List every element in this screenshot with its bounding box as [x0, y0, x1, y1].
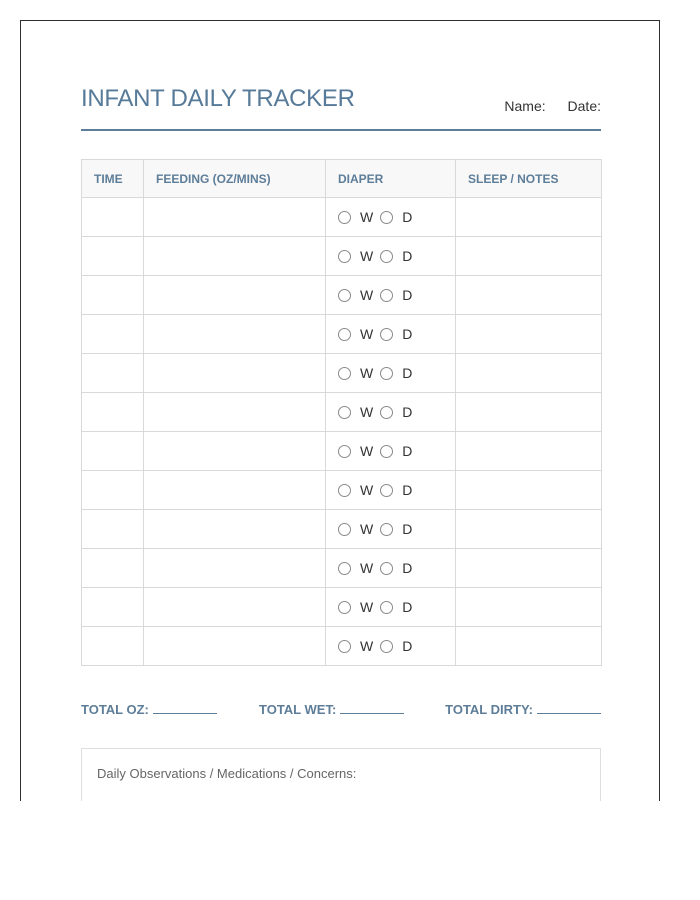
- dirty-label: D: [402, 443, 413, 459]
- dirty-label: D: [402, 521, 413, 537]
- sleep-notes-cell[interactable]: [456, 510, 602, 549]
- sleep-notes-cell[interactable]: [456, 315, 602, 354]
- wet-label: W: [360, 638, 374, 654]
- sleep-notes-cell[interactable]: [456, 276, 602, 315]
- table-row: [82, 471, 602, 510]
- diaper-cell: [326, 315, 456, 354]
- table-row: [82, 315, 602, 354]
- name-date-fields: [504, 98, 601, 114]
- wet-label: W: [360, 209, 374, 225]
- page-title: INFANT DAILY TRACKER: [81, 85, 355, 112]
- dirty-radio[interactable]: [380, 601, 393, 614]
- wet-label: W: [360, 326, 374, 342]
- dirty-radio[interactable]: [380, 406, 393, 419]
- time-cell[interactable]: [82, 510, 144, 549]
- time-cell[interactable]: [82, 432, 144, 471]
- table-row: [82, 510, 602, 549]
- time-cell[interactable]: [82, 198, 144, 237]
- wet-label: W: [360, 560, 374, 576]
- page-header: [81, 85, 601, 131]
- time-cell[interactable]: [82, 354, 144, 393]
- wet-label: W: [360, 248, 374, 264]
- diaper-cell: [326, 471, 456, 510]
- diaper-cell: [326, 354, 456, 393]
- wet-radio[interactable]: [338, 250, 351, 263]
- dirty-radio[interactable]: [380, 367, 393, 380]
- wet-radio[interactable]: [338, 406, 351, 419]
- feeding-cell[interactable]: [144, 276, 326, 315]
- table-row: [82, 276, 602, 315]
- dirty-radio[interactable]: [380, 562, 393, 575]
- sleep-notes-cell[interactable]: [456, 198, 602, 237]
- feeding-cell[interactable]: [144, 471, 326, 510]
- wet-radio[interactable]: [338, 445, 351, 458]
- diaper-cell: [326, 627, 456, 666]
- column-header-sleep-notes: SLEEP / NOTES: [456, 160, 602, 198]
- total-dirty-label: TOTAL DIRTY:: [445, 702, 533, 717]
- total-oz-blank[interactable]: [153, 701, 217, 714]
- wet-radio[interactable]: [338, 289, 351, 302]
- diaper-cell: [326, 198, 456, 237]
- dirty-radio[interactable]: [380, 211, 393, 224]
- feeding-cell[interactable]: [144, 549, 326, 588]
- dirty-radio[interactable]: [380, 523, 393, 536]
- total-wet: [259, 701, 404, 717]
- wet-radio[interactable]: [338, 484, 351, 497]
- dirty-label: D: [402, 365, 413, 381]
- feeding-cell[interactable]: [144, 432, 326, 471]
- diaper-cell: [326, 432, 456, 471]
- observations-box[interactable]: [81, 748, 601, 801]
- dirty-label: D: [402, 638, 413, 654]
- wet-radio[interactable]: [338, 211, 351, 224]
- column-header-diaper: DIAPER: [326, 160, 456, 198]
- wet-radio[interactable]: [338, 328, 351, 341]
- sleep-notes-cell[interactable]: [456, 588, 602, 627]
- sleep-notes-cell[interactable]: [456, 393, 602, 432]
- tracker-body: [82, 198, 602, 666]
- table-row: [82, 588, 602, 627]
- diaper-cell: [326, 393, 456, 432]
- wet-label: W: [360, 599, 374, 615]
- time-cell[interactable]: [82, 276, 144, 315]
- dirty-label: D: [402, 209, 413, 225]
- time-cell[interactable]: [82, 549, 144, 588]
- dirty-radio[interactable]: [380, 640, 393, 653]
- column-header-time: TIME: [82, 160, 144, 198]
- feeding-cell[interactable]: [144, 588, 326, 627]
- tracker-page: [20, 20, 660, 801]
- feeding-cell[interactable]: [144, 354, 326, 393]
- feeding-cell[interactable]: [144, 315, 326, 354]
- wet-label: W: [360, 443, 374, 459]
- observations-label: Daily Observations / Medications / Concerns:: [97, 766, 357, 781]
- name-label: Name:: [504, 98, 546, 114]
- wet-label: W: [360, 404, 374, 420]
- dirty-label: D: [402, 560, 413, 576]
- table-row: [82, 198, 602, 237]
- dirty-label: D: [402, 599, 413, 615]
- sleep-notes-cell[interactable]: [456, 432, 602, 471]
- sleep-notes-cell[interactable]: [456, 237, 602, 276]
- table-row: [82, 432, 602, 471]
- dirty-radio[interactable]: [380, 328, 393, 341]
- dirty-radio[interactable]: [380, 445, 393, 458]
- totals-row: [81, 701, 601, 721]
- table-header-row: [82, 160, 602, 198]
- diaper-cell: [326, 549, 456, 588]
- time-cell[interactable]: [82, 315, 144, 354]
- dirty-label: D: [402, 326, 413, 342]
- dirty-label: D: [402, 248, 413, 264]
- sleep-notes-cell[interactable]: [456, 471, 602, 510]
- feeding-cell[interactable]: [144, 198, 326, 237]
- time-cell[interactable]: [82, 471, 144, 510]
- wet-radio[interactable]: [338, 367, 351, 380]
- date-label: Date:: [567, 98, 601, 114]
- wet-radio[interactable]: [338, 523, 351, 536]
- dirty-radio[interactable]: [380, 250, 393, 263]
- wet-radio[interactable]: [338, 601, 351, 614]
- diaper-cell: [326, 588, 456, 627]
- time-cell[interactable]: [82, 393, 144, 432]
- dirty-radio[interactable]: [380, 289, 393, 302]
- diaper-cell: [326, 510, 456, 549]
- tracker-table: [81, 159, 602, 666]
- feeding-cell[interactable]: [144, 393, 326, 432]
- wet-radio[interactable]: [338, 562, 351, 575]
- wet-label: W: [360, 482, 374, 498]
- dirty-label: D: [402, 287, 413, 303]
- column-header-feeding: FEEDING (OZ/MINS): [144, 160, 326, 198]
- sleep-notes-cell[interactable]: [456, 549, 602, 588]
- feeding-cell[interactable]: [144, 627, 326, 666]
- diaper-cell: [326, 237, 456, 276]
- table-row: [82, 237, 602, 276]
- time-cell[interactable]: [82, 588, 144, 627]
- dirty-label: D: [402, 482, 413, 498]
- time-cell[interactable]: [82, 237, 144, 276]
- time-cell[interactable]: [82, 627, 144, 666]
- wet-radio[interactable]: [338, 640, 351, 653]
- wet-label: W: [360, 287, 374, 303]
- feeding-cell[interactable]: [144, 237, 326, 276]
- total-wet-label: TOTAL WET:: [259, 702, 337, 717]
- feeding-cell[interactable]: [144, 510, 326, 549]
- wet-label: W: [360, 365, 374, 381]
- dirty-label: D: [402, 404, 413, 420]
- total-oz: [81, 701, 217, 717]
- table-row: [82, 627, 602, 666]
- table-row: [82, 354, 602, 393]
- diaper-cell: [326, 276, 456, 315]
- total-dirty: [445, 701, 601, 717]
- total-wet-blank[interactable]: [340, 701, 404, 714]
- sleep-notes-cell[interactable]: [456, 627, 602, 666]
- table-row: [82, 393, 602, 432]
- sleep-notes-cell[interactable]: [456, 354, 602, 393]
- table-row: [82, 549, 602, 588]
- dirty-radio[interactable]: [380, 484, 393, 497]
- total-oz-label: TOTAL OZ:: [81, 702, 149, 717]
- wet-label: W: [360, 521, 374, 537]
- total-dirty-blank[interactable]: [537, 701, 601, 714]
